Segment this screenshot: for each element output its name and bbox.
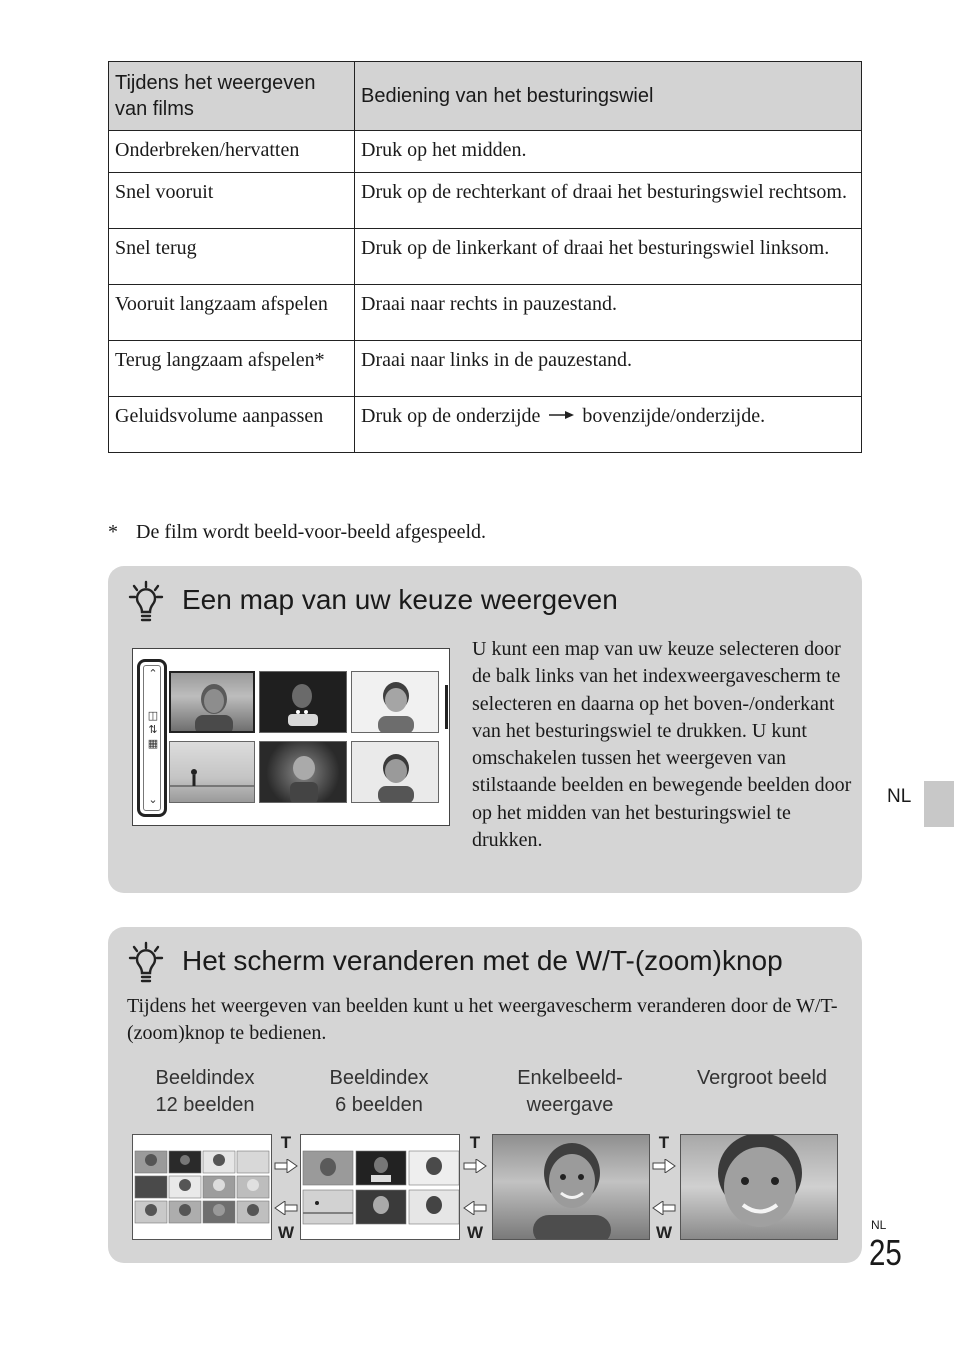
row-action: Onderbreken/hervatten: [109, 131, 355, 173]
folder-bar-inner: [143, 665, 161, 811]
footnote-mark: *: [108, 521, 118, 543]
hint-body: Tijdens het weergeven van beelden kunt u het weergavescherm veranderen door de W/T-(zoom)knop te bedienen.: [127, 995, 838, 1044]
control-text-before: Druk op de onderzijde: [361, 405, 541, 427]
page-number: 25: [869, 1232, 902, 1273]
footnote-text: De film wordt beeld-voor-beeld afgespeeld.: [136, 521, 487, 543]
thumbnail-image: [259, 741, 347, 803]
row-control: Draai naar links in de pauzestand.: [355, 341, 862, 397]
table-row: [109, 285, 862, 341]
hint-box-folder: [108, 566, 862, 893]
caption-line: Beeldindex: [155, 1067, 255, 1089]
table-row: [109, 341, 862, 397]
zoom-w-label: W: [277, 1223, 295, 1242]
table-row: [109, 173, 862, 229]
photo-icon: ◫: [147, 709, 159, 722]
row-action: Snel vooruit: [109, 173, 355, 229]
table-header-row: [109, 62, 862, 131]
table-row: [109, 397, 862, 453]
arrow-left-icon: [274, 1201, 298, 1215]
table-footnote: [108, 521, 486, 544]
enlarged-image-illustration: [680, 1134, 838, 1240]
arrow-left-icon: [463, 1201, 487, 1215]
hint-title: Een map van uw keuze weergeven: [182, 584, 618, 615]
caption-line: 12 beelden: [155, 1094, 255, 1116]
lightbulb-hint-icon: [128, 580, 164, 624]
index-12-illustration: [132, 1134, 272, 1240]
row-action: Vooruit langzaam afspelen: [109, 285, 355, 341]
language-tab: [924, 781, 954, 827]
view-caption: [132, 1065, 278, 1119]
row-control: Draai naar rechts in pauzestand.: [355, 285, 862, 341]
caption-line: weergave: [526, 1094, 614, 1116]
header-playback: Tijdens het weergeven van films: [109, 62, 355, 131]
page-language: NL: [871, 1218, 887, 1232]
control-text-after: bovenzijde/onderzijde.: [582, 405, 766, 427]
movie-playback-table: [108, 61, 862, 453]
thumbnail-image: [169, 671, 255, 733]
caption-line: Enkelbeeld-: [517, 1067, 623, 1089]
row-control: Druk op de rechterkant of draai het besturingswiel rechtsom.: [355, 173, 862, 229]
film-icon: ▦: [147, 737, 159, 750]
thumbnail-image: [351, 741, 439, 803]
hint-body: U kunt een map van uw keuze selecteren door de balk links van het indexweergavescherm te selecteren en daarna op het boven-/onderkant van het besturingswiel te drukken. U kunt omschakelen tussen het weergeven van stilstaande beelden en bewegende beelden door op het midden van het besturingswiel te drukken.: [472, 638, 852, 852]
single-image-illustration: [492, 1134, 650, 1240]
index-screen-illustration: [132, 648, 450, 826]
view-caption: [492, 1065, 648, 1119]
arrow-right-icon: [274, 1159, 298, 1173]
folder-bar: [137, 659, 167, 817]
mixed-icon: ⇅: [148, 723, 158, 736]
zoom-w-label: W: [466, 1223, 484, 1242]
row-action: Terug langzaam afspelen*: [109, 341, 355, 397]
caption-line: Vergroot beeld: [696, 1067, 828, 1089]
chevron-up-icon: ⌃: [148, 667, 158, 680]
row-control: [355, 397, 862, 453]
view-caption: [304, 1065, 454, 1119]
caption-line: Beeldindex: [329, 1067, 429, 1089]
arrow-right-icon: [652, 1159, 676, 1173]
zoom-t-label: T: [469, 1133, 481, 1152]
row-control: Druk op de linkerkant of draai het besturingswiel linksom.: [355, 229, 862, 285]
hint-box-zoom: [108, 927, 862, 1263]
view-caption: [684, 1065, 840, 1092]
table-row: [109, 131, 862, 173]
language-tab-label: NL: [887, 786, 912, 807]
scrollbar: [445, 685, 448, 729]
arrow-right-icon: [463, 1159, 487, 1173]
zoom-w-label: W: [655, 1223, 673, 1242]
row-action: Geluidsvolume aanpassen: [109, 397, 355, 453]
chevron-down-icon: ⌄: [148, 793, 158, 806]
arrow-right-icon: [547, 410, 575, 420]
lightbulb-hint-icon: [128, 941, 164, 985]
thumbnail-image: [259, 671, 347, 733]
thumbnail-image: [351, 671, 439, 733]
header-control: Bediening van het besturingswiel: [355, 62, 862, 131]
hint-title: Het scherm veranderen met de W/T-(zoom)knop: [182, 945, 783, 976]
arrow-left-icon: [652, 1201, 676, 1215]
thumbnail-image: [169, 741, 255, 803]
table-row: [109, 229, 862, 285]
row-action: Snel terug: [109, 229, 355, 285]
index-6-illustration: [300, 1134, 460, 1240]
zoom-t-label: T: [658, 1133, 670, 1152]
caption-line: 6 beelden: [335, 1094, 423, 1116]
row-control: Druk op het midden.: [355, 131, 862, 173]
zoom-t-label: T: [280, 1133, 292, 1152]
